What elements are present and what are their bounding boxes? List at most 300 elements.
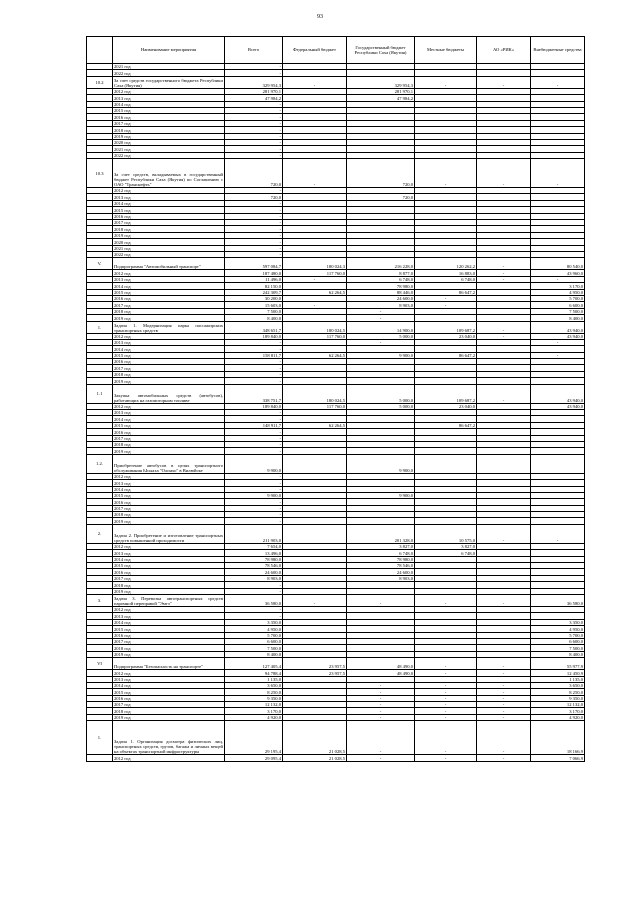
row-cell: - [347, 595, 415, 607]
row-cell: 9 900,0 [347, 454, 415, 473]
row-cell: 348 651,7 [225, 321, 283, 333]
table-row [87, 658, 585, 670]
row-name: 2016 год [113, 569, 225, 575]
row-cell: 1 135,0 [531, 676, 585, 682]
row-cell: - [477, 384, 531, 403]
row-cell: - [283, 76, 347, 88]
row-name: 2019 год [113, 651, 225, 657]
row-name: 2016 год [113, 429, 225, 435]
table-body [87, 64, 585, 762]
row-name: 2018 год [113, 512, 225, 518]
header-total: Всего [225, 37, 283, 64]
row-cell [283, 454, 347, 473]
row-cell: 43 940,0 [531, 403, 585, 409]
row-cell: - [225, 371, 283, 377]
row-name: 2016 год [113, 213, 225, 219]
row-cell: 281 970,1 [225, 88, 283, 94]
row-cell: 329 954,3 [347, 76, 415, 88]
row-cell: 15 603,0 [225, 302, 283, 308]
row-cell: 338 751,7 [225, 384, 283, 403]
row-cell: 23 957,5 [283, 658, 347, 670]
row-cell: - [347, 755, 415, 761]
row-index: V. [87, 258, 113, 270]
row-cell: - [477, 714, 531, 720]
row-cell: 6 748,0 [347, 550, 415, 556]
row-cell: 6 600,0 [531, 638, 585, 644]
row-cell: 6 600,0 [531, 302, 585, 308]
row-cell: 78 980,0 [225, 556, 283, 562]
row-cell: - [477, 721, 531, 755]
table-row [87, 384, 585, 403]
header-rik: АО «РИК» [477, 37, 531, 64]
row-cell: - [225, 213, 283, 219]
row-cell: - [415, 76, 477, 88]
row-cell: - [225, 220, 283, 226]
row-cell: 24 600,0 [347, 295, 415, 301]
row-cell: - [415, 159, 477, 188]
row-cell: - [477, 333, 531, 339]
row-cell: 3 827,0 [415, 543, 477, 549]
row-cell: 6 748,0 [415, 550, 477, 556]
row-name: 2014 год [113, 200, 225, 206]
row-cell: - [347, 315, 415, 321]
row-cell: - [225, 188, 283, 194]
row-cell: - [531, 159, 585, 188]
row-cell: 62 264,5 [283, 352, 347, 358]
row-cell: 7 500,0 [225, 308, 283, 314]
row-name: 2014 год [113, 682, 225, 688]
row-cell: 329 954,3 [225, 76, 283, 88]
row-cell: - [477, 76, 531, 88]
row-cell: - [415, 695, 477, 701]
row-cell: - [477, 524, 531, 543]
row-name: 2015 год [113, 289, 225, 295]
row-cell: 88 446,0 [347, 289, 415, 295]
row-name: 2019 год [113, 588, 225, 594]
row-cell: - [477, 670, 531, 676]
row-cell: - [283, 276, 347, 282]
row-cell: 281 970,1 [347, 88, 415, 94]
row-cell: - [225, 613, 283, 619]
row-cell: - [477, 270, 531, 276]
row-cell: 5 000,0 [347, 333, 415, 339]
row-cell: - [531, 339, 585, 345]
row-cell: 3 350,0 [531, 619, 585, 625]
row-index: VI [87, 658, 113, 670]
row-cell: - [225, 200, 283, 206]
row-cell: - [477, 695, 531, 701]
row-cell: 55 977,9 [531, 658, 585, 670]
row-cell: 6 600,0 [225, 638, 283, 644]
row-name: 2014 год [113, 346, 225, 352]
row-cell: 86 647,2 [415, 352, 477, 358]
row-name: 2012 год [113, 607, 225, 613]
row-index [87, 755, 113, 761]
row-cell: 11 496,0 [225, 276, 283, 282]
row-cell: 5 700,0 [225, 632, 283, 638]
row-name: 2018 год [113, 645, 225, 651]
row-cell: 78 546,0 [225, 563, 283, 569]
row-cell: - [477, 276, 531, 282]
row-cell: 7 500,0 [531, 645, 585, 651]
row-cell: 8 400,0 [531, 315, 585, 321]
row-cell: 12 132,0 [531, 702, 585, 708]
row-name: 2012 год [113, 670, 225, 676]
row-cell: - [225, 120, 283, 126]
row-cell: 3 170,0 [531, 708, 585, 714]
row-cell: - [225, 207, 283, 213]
row-name: 2015 год [113, 207, 225, 213]
row-cell: 720,0 [347, 159, 415, 188]
row-cell: 36 580,0 [225, 595, 283, 607]
row-name: 2012 год [113, 88, 225, 94]
row-name: 2018 год [113, 441, 225, 447]
row-name: 2017 год [113, 505, 225, 511]
row-cell: 86 647,2 [415, 289, 477, 295]
row-cell: - [225, 64, 283, 70]
row-name: 2013 год [113, 95, 225, 101]
row-cell: 8 903,0 [225, 575, 283, 581]
row-cell: - [283, 159, 347, 188]
row-cell: 48 490,0 [347, 658, 415, 670]
row-cell: 29 095,4 [225, 755, 283, 761]
row-cell: 4 920,0 [225, 714, 283, 720]
row-cell [531, 454, 585, 473]
row-name: 2019 год [113, 133, 225, 139]
row-cell: 4 950,0 [531, 289, 585, 295]
row-name: 2013 год [113, 276, 225, 282]
row-cell: 4 950,0 [531, 626, 585, 632]
row-cell: - [225, 101, 283, 107]
row-name: 2020 год [113, 139, 225, 145]
row-cell: - [477, 702, 531, 708]
row-name: 2018 год [113, 226, 225, 232]
row-cell: - [225, 582, 283, 588]
row-name: 2017 год [113, 302, 225, 308]
row-cell: 23 957,5 [283, 670, 347, 676]
row-cell: 187 480,0 [225, 270, 283, 276]
row-cell [477, 454, 531, 473]
header-row [87, 37, 585, 64]
row-cell: 3 650,0 [225, 682, 283, 688]
row-cell: 6 748,0 [415, 276, 477, 282]
row-name: Задача 3. Перевозка автотранспортных средств паромной переправой "Эмтэ" [114, 596, 223, 606]
header-name: Наименование мероприятия [113, 37, 225, 64]
row-cell: 3 827,0 [347, 543, 415, 549]
row-name: 2017 год [113, 702, 225, 708]
row-cell: - [477, 321, 531, 333]
row-name: Подпрограмма "Безопасность на транспорте" [113, 658, 225, 670]
row-cell: 12 450,9 [531, 670, 585, 676]
row-name: 2012 год [113, 333, 225, 339]
row-cell: - [225, 226, 283, 232]
header-local: Местные бюджеты [415, 37, 477, 64]
row-cell: - [531, 76, 585, 88]
page-number: 93 [317, 14, 323, 20]
row-name: За счет средств государственного бюджета Республики Саха (Якутия) [114, 77, 223, 88]
row-name: 2019 год [113, 378, 225, 384]
row-cell: 12 132,0 [225, 702, 283, 708]
row-cell: 43 940,0 [531, 321, 585, 333]
row-cell: - [347, 339, 415, 345]
row-cell: 21 028,5 [283, 721, 347, 755]
row-cell: - [225, 70, 283, 76]
row-cell: - [225, 127, 283, 133]
row-cell: 3 350,0 [225, 619, 283, 625]
row-name: 2018 год [113, 371, 225, 377]
row-cell: 158 811,7 [225, 352, 283, 358]
row-cell: 13 496,0 [225, 550, 283, 556]
row-cell [283, 524, 347, 543]
row-cell: - [347, 721, 415, 755]
row-index: 1.1 [87, 384, 113, 403]
row-cell: 201 328,0 [347, 524, 415, 543]
row-name: 2021 год [113, 245, 225, 251]
row-cell: - [477, 159, 531, 188]
table-row [87, 159, 585, 188]
row-cell: - [347, 689, 415, 695]
row-cell: 62 264,5 [283, 289, 347, 295]
row-cell: 1 135,0 [225, 676, 283, 682]
row-cell: 10 575,0 [415, 524, 477, 543]
row-cell: 7 500,0 [225, 645, 283, 651]
row-cell: 117 760,0 [283, 333, 347, 339]
row-cell: - [225, 146, 283, 152]
row-cell: - [225, 448, 283, 454]
row-name: 2022 год [113, 152, 225, 158]
row-cell: - [347, 714, 415, 720]
row-cell: 23 040,0 [415, 403, 477, 409]
row-cell: 117 760,0 [283, 270, 347, 276]
row-cell: - [225, 607, 283, 613]
row-cell: 211 903,0 [225, 524, 283, 543]
row-name: 2015 год [113, 563, 225, 569]
row-cell: - [225, 518, 283, 524]
row-name: 2019 год [113, 518, 225, 524]
row-name: 2016 год [113, 499, 225, 505]
row-cell: 9 350,0 [531, 695, 585, 701]
row-name: 2012 год [113, 755, 225, 761]
row-cell: - [225, 499, 283, 505]
row-name: 2013 год [113, 613, 225, 619]
row-cell: 8 400,0 [225, 651, 283, 657]
row-name: 2019 год [113, 315, 225, 321]
row-cell: - [477, 595, 531, 607]
row-cell: 180 024,5 [283, 321, 347, 333]
row-name: 2014 год [113, 283, 225, 289]
row-name: 2014 год [113, 556, 225, 562]
row-name: За счет средств, вкладываемых в государственный бюджет Республики Саха (Якутия) по Соглашению с ОАО "Транснефть" [113, 159, 225, 188]
row-cell: 9 900,0 [347, 352, 415, 358]
row-name: 2013 год [113, 676, 225, 682]
row-cell: 48 490,0 [347, 670, 415, 676]
row-cell: 8 400,0 [531, 651, 585, 657]
row-cell: - [225, 152, 283, 158]
row-name: 2016 год [113, 114, 225, 120]
row-cell: - [347, 708, 415, 714]
row-cell: 148 911,7 [225, 422, 283, 428]
row-cell: - [477, 708, 531, 714]
row-cell [415, 454, 477, 473]
row-name: 2020 год [113, 239, 225, 245]
row-cell: 7 654,0 [225, 543, 283, 549]
row-cell: - [415, 714, 477, 720]
budget-table [86, 36, 585, 762]
row-cell: 43 940,0 [531, 384, 585, 403]
row-cell: 86 647,2 [415, 422, 477, 428]
row-cell: - [225, 429, 283, 435]
row-cell: 16 883,0 [415, 270, 477, 276]
row-cell: - [225, 410, 283, 416]
row-name: 2018 год [113, 308, 225, 314]
row-name: 2018 год [113, 708, 225, 714]
row-cell: 216 228,0 [347, 258, 415, 270]
row-cell: - [225, 486, 283, 492]
row-name: 2013 год [113, 339, 225, 345]
row-cell: 7 500,0 [531, 308, 585, 314]
row-cell: - [415, 708, 477, 714]
row-cell: - [415, 682, 477, 688]
row-cell: 24 600,0 [225, 569, 283, 575]
row-name: 2017 год [113, 638, 225, 644]
row-cell: 180 024,5 [283, 384, 347, 403]
header-state: Государственный бюджет Республики Саха (Якутия) [347, 37, 415, 64]
row-name: 2015 год [113, 689, 225, 695]
row-cell: 6 748,0 [347, 276, 415, 282]
row-cell: 29 195,4 [225, 721, 283, 755]
row-name: Задача 2. Приобретение и изготовление транспортных средств повышенной проходимости [113, 524, 225, 543]
row-index: 1. [87, 721, 113, 755]
row-cell: 47 984,2 [225, 95, 283, 101]
table-row [87, 755, 585, 761]
row-cell: - [225, 114, 283, 120]
row-cell: 78 980,0 [347, 283, 415, 289]
row-cell: - [531, 352, 585, 358]
table-row [87, 76, 585, 88]
table-row [87, 595, 585, 607]
row-name: 2013 год [113, 480, 225, 486]
row-name: 2013 год [113, 194, 225, 200]
row-cell: 80 540,0 [531, 258, 585, 270]
row-cell: 8 903,0 [347, 302, 415, 308]
row-cell: 8 250,0 [531, 689, 585, 695]
row-cell: 127 405,4 [225, 658, 283, 670]
row-cell: 3 170,0 [225, 708, 283, 714]
header-offbudget: Внебюджетные средства [531, 37, 585, 64]
row-cell: 78 546,0 [347, 563, 415, 569]
row-name: 2016 год [113, 359, 225, 365]
row-cell: 14 900,0 [347, 321, 415, 333]
row-cell: - [225, 339, 283, 345]
row-cell: 43 940,0 [531, 333, 585, 339]
row-cell: - [415, 658, 477, 670]
row-cell: 47 984,2 [347, 95, 415, 101]
row-cell: 3 650,0 [531, 682, 585, 688]
row-cell: - [225, 359, 283, 365]
row-cell: - [225, 139, 283, 145]
row-cell: - [415, 702, 477, 708]
row-cell: 720,0 [347, 194, 415, 200]
row-name: 2013 год [113, 410, 225, 416]
row-name: Приобретение автобусов в целях транспортного обслуживания Ысыаха "Олонхо" в Вилюйске [113, 454, 225, 473]
row-cell: 9 900,0 [225, 454, 283, 473]
row-cell: - [225, 239, 283, 245]
row-name: 2014 год [113, 416, 225, 422]
row-cell: - [283, 595, 347, 607]
row-cell: - [415, 295, 477, 301]
row-cell: - [477, 658, 531, 670]
row-name: 2022 год [113, 251, 225, 257]
row-name: 2017 год [113, 220, 225, 226]
row-name: 2017 год [113, 575, 225, 581]
table-row [87, 721, 585, 755]
row-name: 2017 год [113, 435, 225, 441]
row-cell: 242 309,7 [225, 289, 283, 295]
row-name: 2013 год [113, 550, 225, 556]
row-cell: - [225, 435, 283, 441]
row-cell: 189 840,0 [225, 403, 283, 409]
row-name: 2018 год [113, 127, 225, 133]
row-cell: 36 580,0 [531, 595, 585, 607]
row-cell: - [225, 441, 283, 447]
row-cell: 109 687,2 [415, 321, 477, 333]
row-cell: 4 920,0 [531, 714, 585, 720]
row-name: 2022 год [113, 70, 225, 76]
row-cell: - [225, 251, 283, 257]
row-cell: 24 600,0 [347, 569, 415, 575]
row-name: 2014 год [113, 486, 225, 492]
row-cell: - [225, 232, 283, 238]
row-cell: - [225, 505, 283, 511]
row-cell: 82 150,0 [225, 283, 283, 289]
row-cell: 109 687,2 [415, 384, 477, 403]
row-name: 2015 год [113, 492, 225, 498]
row-cell: 720,0 [225, 159, 283, 188]
header-federal: Федеральный бюджет [283, 37, 347, 64]
row-index: 10.2 [87, 76, 113, 88]
row-name: 2012 год [113, 543, 225, 549]
row-index: 10.3 [87, 159, 113, 188]
row-cell: - [225, 133, 283, 139]
row-cell: - [347, 702, 415, 708]
table-row [87, 258, 585, 270]
row-index: 1. [87, 321, 113, 333]
row-cell: - [531, 276, 585, 282]
row-cell: - [225, 365, 283, 371]
row-cell: 43 960,0 [531, 270, 585, 276]
row-cell: - [225, 512, 283, 518]
row-cell: 62 264,5 [283, 422, 347, 428]
row-cell: - [415, 595, 477, 607]
row-cell: 5 700,0 [531, 632, 585, 638]
row-index: 3. [87, 595, 113, 607]
row-index: 2. [87, 524, 113, 543]
row-cell: - [531, 524, 585, 543]
row-cell: - [477, 682, 531, 688]
row-name: 2015 год [113, 107, 225, 113]
row-cell: 9 350,0 [225, 695, 283, 701]
row-name: Подпрограмма "Автомобильный транспорт" [113, 258, 225, 270]
row-cell: 8 877,0 [347, 270, 415, 276]
row-name: Закупка автомобильных средств (автобусов), работающих на газомоторном топливе [113, 384, 225, 403]
row-name: 2012 год [113, 473, 225, 479]
row-name: 2019 год [113, 232, 225, 238]
row-cell: - [347, 308, 415, 314]
row-cell: 3 170,0 [531, 283, 585, 289]
row-cell: - [225, 588, 283, 594]
row-name: 2012 год [113, 270, 225, 276]
row-cell: - [225, 245, 283, 251]
